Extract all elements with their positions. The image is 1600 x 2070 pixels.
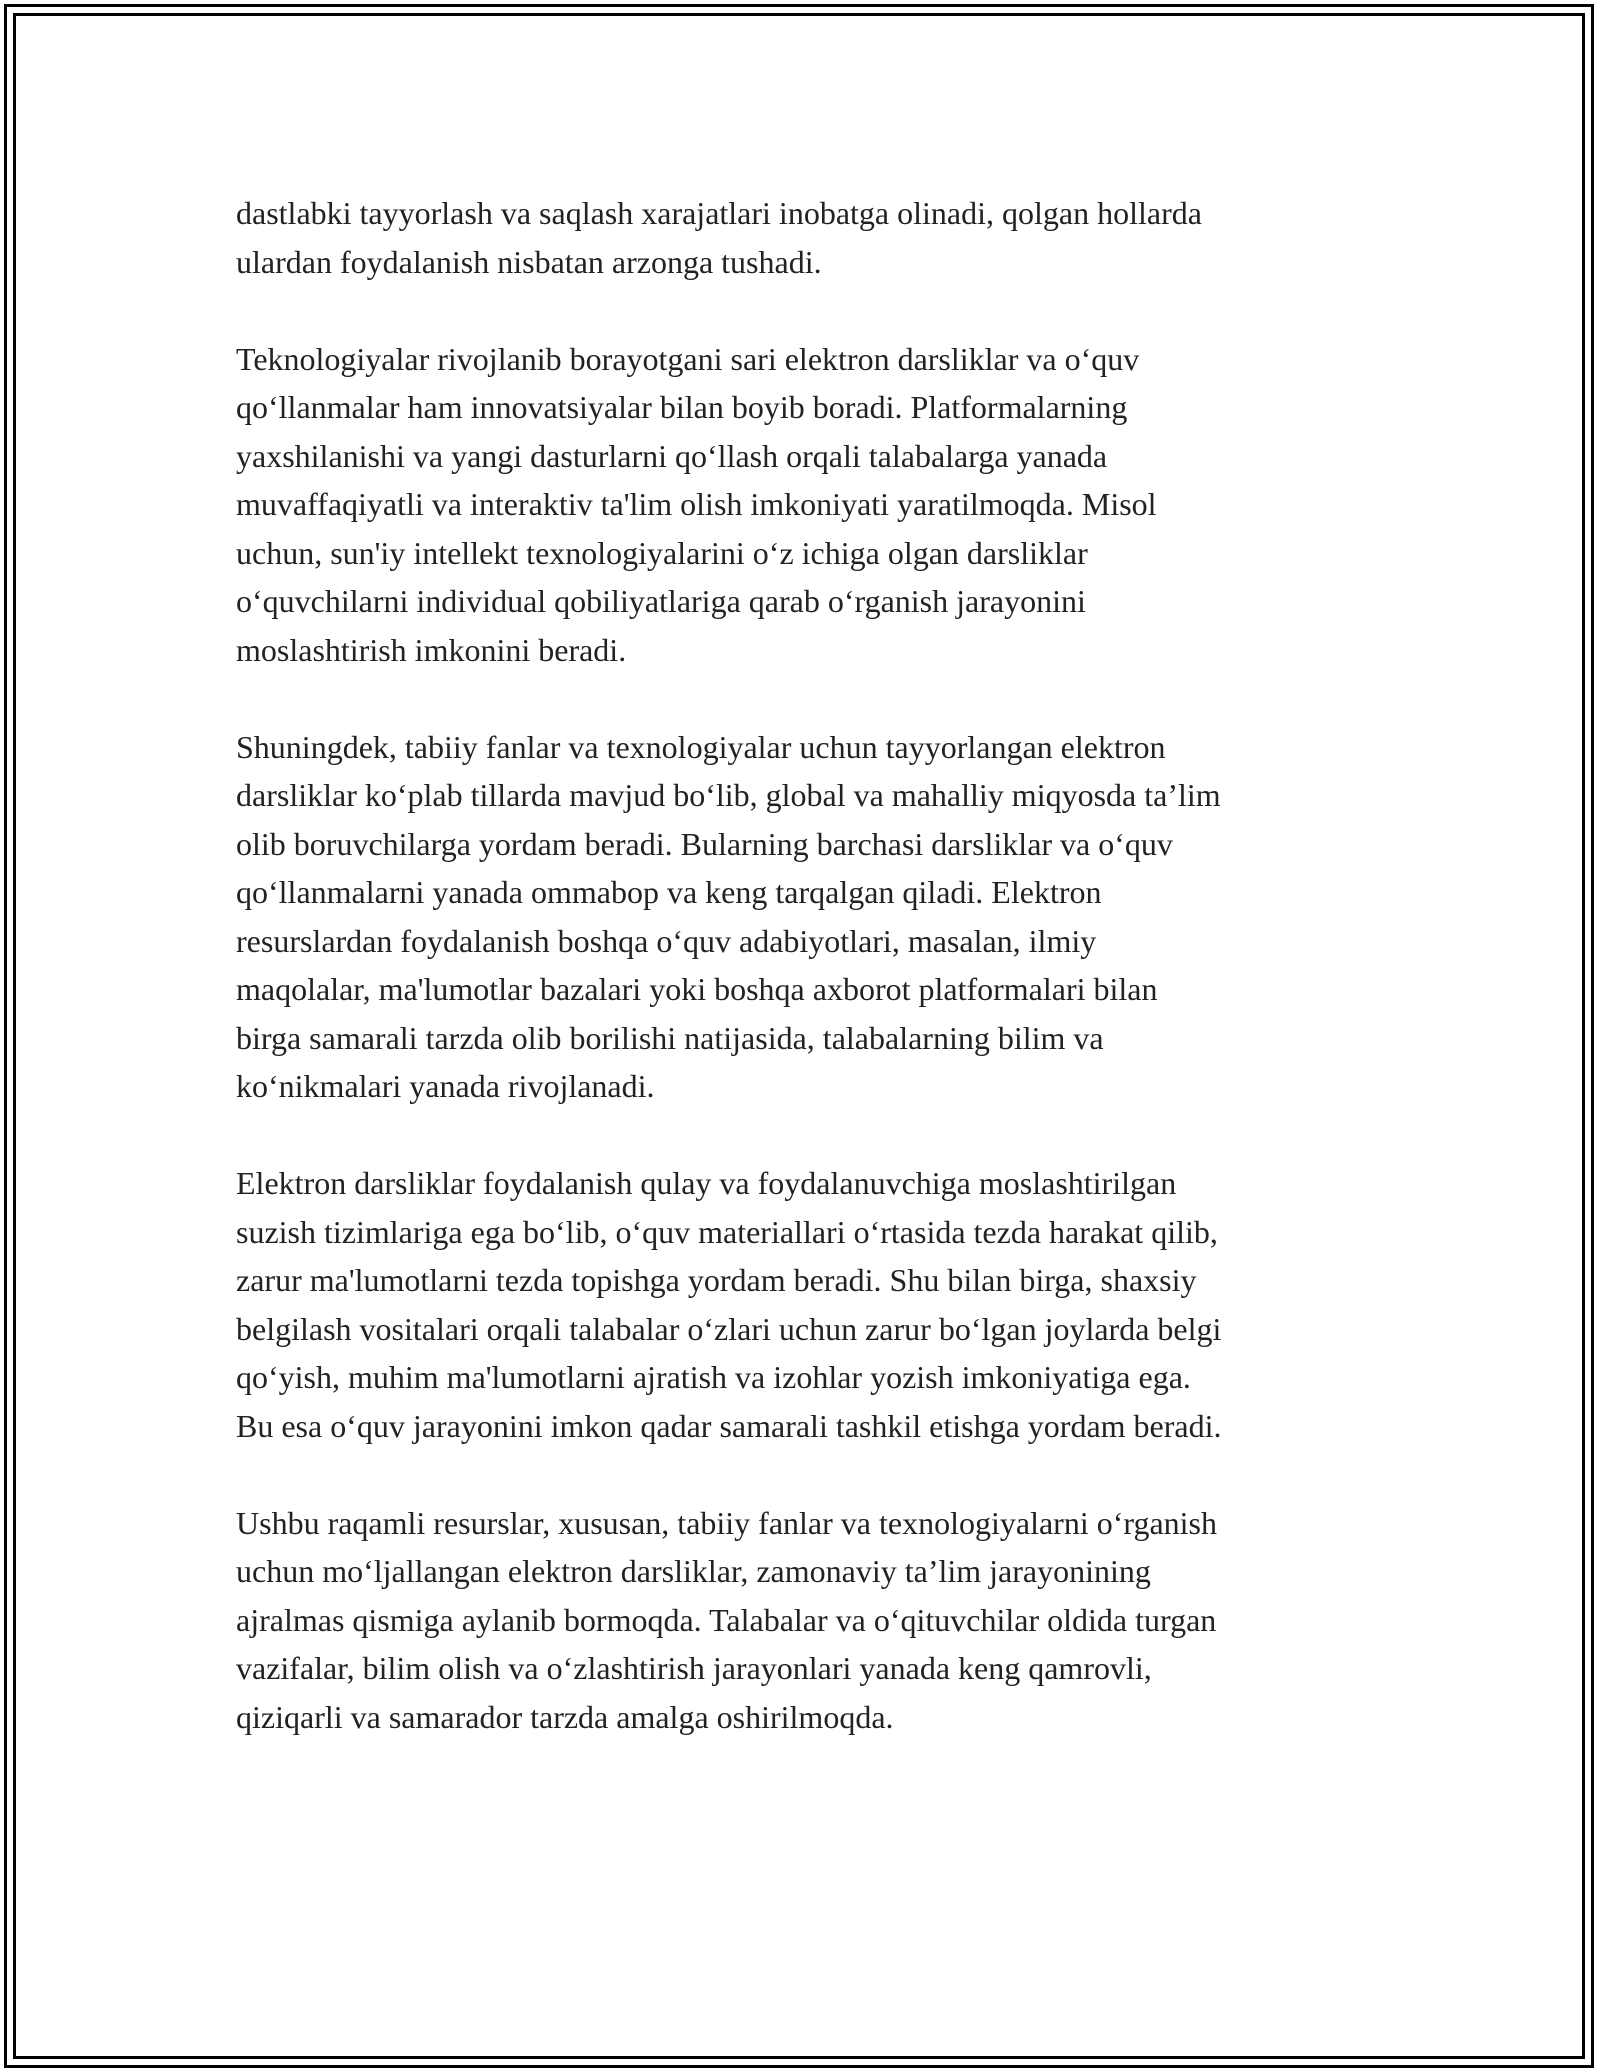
document-body (236, 189, 1386, 1790)
paragraph-3: Shuningdek, tabiiy fanlar va texnologiyalar uchun tayyorlangan elektron darsliklar ko‘plab tillarda mavjud bo‘lib, global va mahalliy miqyosda ta’lim olib boruvchilarga yordam beradi. Bularning barchasi darsliklar va o‘quv qo‘llanmalarni yanada ommabop va keng tarqalgan qiladi. Elektron resurslardan foydalanish boshqa o‘quv adabiyotlari, masalan, ilmiy maqolalar, ma'lumotlar bazalari yoki boshqa axborot platformalari bilan birga samarali tarzda olib borilishi natijasida, talabalarning bilim va ko‘nikmalari yanada rivojlanadi. (236, 728, 1221, 1104)
paragraph-4: Elektron darsliklar foydalanish qulay va foydalanuvchiga moslashtirilgan suzish tizimlariga ega bo‘lib, o‘quv materiallari o‘rtasida tezda harakat qilib, zarur ma'lumotlarni tezda topishga yordam beradi. Shu bilan birga, shaxsiy belgilash vositalari orqali talabalar o‘zlari uchun zarur bo‘lgan joylarda belgi qo‘yish, muhim ma'lumotlarni ajratish va izohlar yozish imkoniyatiga ega. Bu esa o‘quv jarayonini imkon qadar samarali tashkil etishga yordam beradi. (236, 1165, 1222, 1444)
paragraph-2: Teknologiyalar rivojlanib borayotgani sari elektron darsliklar va o‘quv qo‘llanmalar ham innovatsiyalar bilan boyib boradi. Platformalarning yaxshilanishi va yangi dasturlarni qo‘llash orqali talabalarga yanada muvaffaqiyatli va interaktiv ta'lim olish imkoniyati yaratilmoqda. Misol uchun, sun'iy intellekt texnologiyalarini o‘z ichiga olgan darsliklar o‘quvchilarni individual qobiliyatlariga qarab o‘rganish jarayonini moslashtirish imkonini beradi. (236, 340, 1157, 668)
paragraph-5: Ushbu raqamli resurslar, xususan, tabiiy fanlar va texnologiyalarni o‘rganish uchun mo‘ljallangan elektron darsliklar, zamonaviy ta’lim jarayonining ajralmas qismiga aylanib bormoqda. Talabalar va o‘qituvchilar oldida turgan vazifalar, bilim olish va o‘zlashtirish jarayonlari yanada keng qamrovli, qiziqarli va samarador tarzda amalga oshirilmoqda. (236, 1504, 1217, 1735)
paragraph-1: dastlabki tayyorlash va saqlash xarajatlari inobatga olinadi, qolgan hollarda ulardan foydalanish nisbatan arzonga tushadi. (236, 195, 1202, 280)
